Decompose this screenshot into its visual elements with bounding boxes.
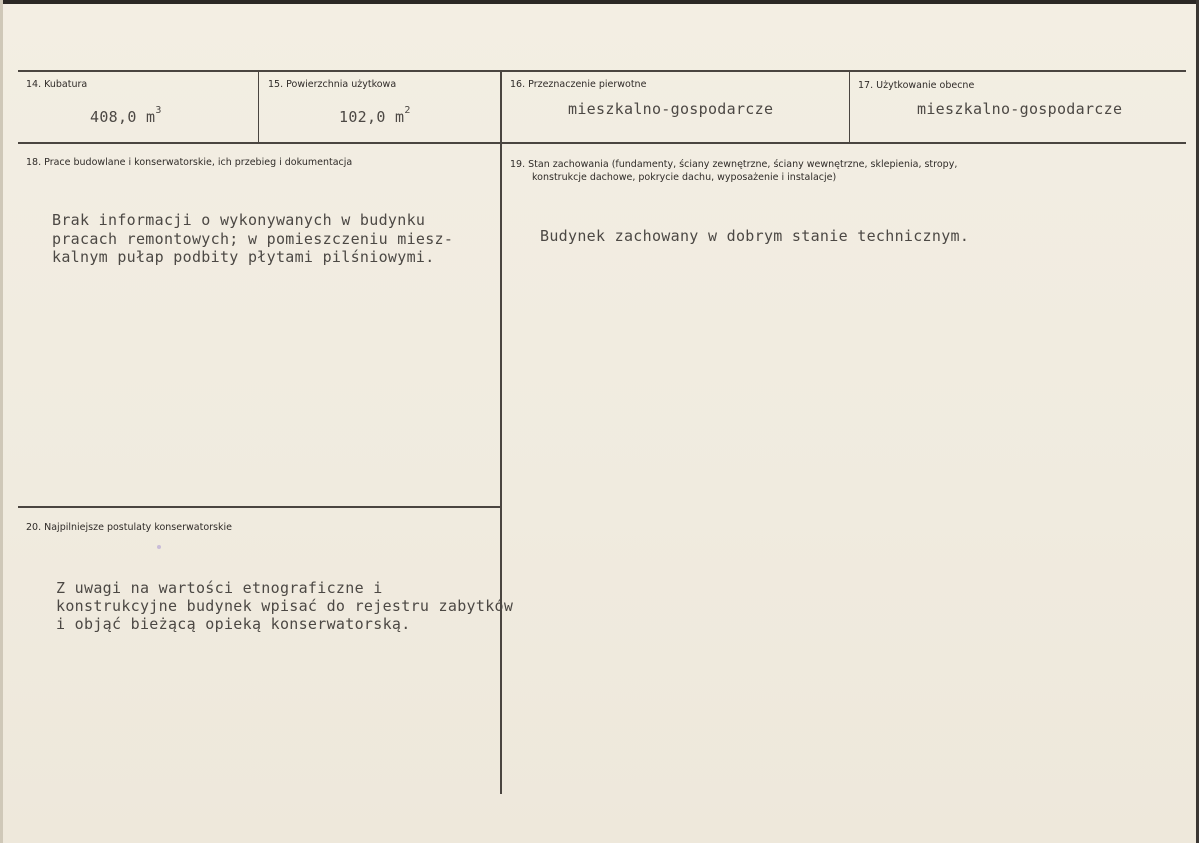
field-17-label: 17. Użytkowanie obecne [858, 80, 975, 91]
field-18-label: 18. Prace budowlane i konserwatorskie, ich przebieg i dokumentacja [26, 157, 353, 168]
field-20-line-3: i objąć bieżącą opieką konserwatorską. [56, 615, 411, 633]
field-19-label-line-2: konstrukcje dachowe, pokrycie dachu, wyposażenie i instalacje) [532, 172, 837, 183]
grid-line-row2-split [18, 506, 500, 508]
field-18-line-3: kalnym pułap podbity płytami pilśniowymi. [52, 248, 435, 266]
grid-line-row1-bottom [18, 142, 1186, 144]
field-15-label: 15. Powierzchnia użytkowa [268, 79, 397, 90]
field-15-unit-exponent: 2 [404, 105, 411, 116]
field-17-value: mieszkalno-gospodarcze [917, 100, 1123, 118]
grid-line-col3 [849, 70, 850, 144]
grid-line-top [18, 70, 1186, 72]
field-20-line-2: konstrukcyjne budynek wpisać do rejestru zabytków [56, 597, 514, 615]
field-19-label-line-1: 19. Stan zachowania (fundamenty, ściany zewnętrzne, ściany wewnętrzne, sklepienia, stropy, [510, 159, 958, 170]
field-19-value: Budynek zachowany w dobrym stanie technicznym. [540, 227, 970, 245]
field-14-number: 408,0 m [90, 108, 156, 126]
field-18-line-2: pracach remontowych; w pomieszczeniu miesz- [52, 230, 454, 248]
grid-line-col1 [258, 70, 259, 144]
field-14-label: 14. Kubatura [26, 79, 88, 90]
field-16-value: mieszkalno-gospodarcze [568, 100, 774, 118]
field-14-unit-exponent: 3 [155, 105, 162, 116]
field-14-value [90, 101, 162, 127]
field-16-label: 16. Przeznaczenie pierwotne [510, 79, 647, 90]
grid-line-col2 [500, 70, 502, 794]
card-left-edge [0, 0, 3, 843]
ink-speck [157, 545, 161, 549]
field-15-number: 102,0 m [339, 108, 405, 126]
card-top-edge [0, 0, 1199, 4]
field-20-label: 20. Najpilniejsze postulaty konserwatorskie [26, 522, 232, 533]
field-15-value [339, 101, 411, 127]
field-20-line-1: Z uwagi na wartości etnograficzne i [56, 579, 383, 597]
field-18-line-1: Brak informacji o wykonywanych w budynku [52, 211, 426, 229]
